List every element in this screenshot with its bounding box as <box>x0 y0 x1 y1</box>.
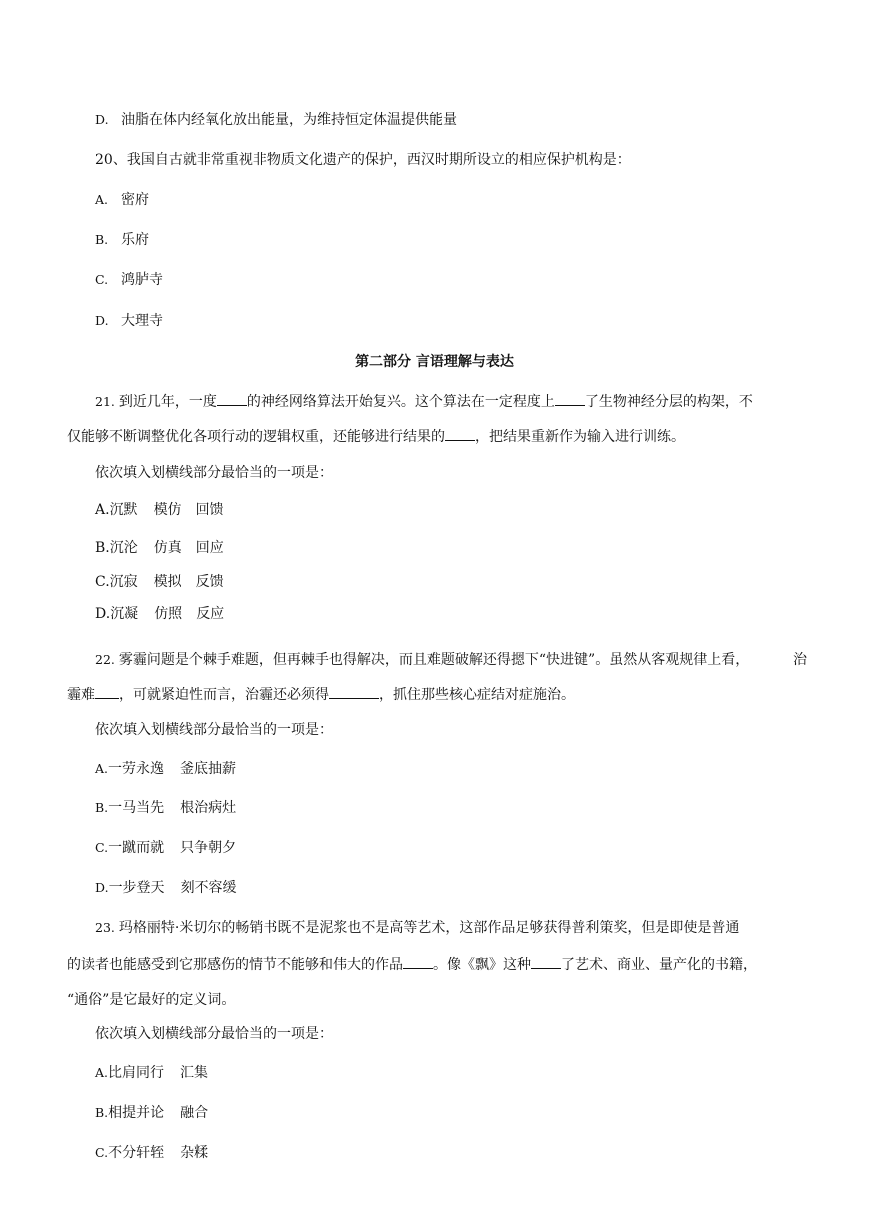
option-letter: D. <box>95 112 109 127</box>
option-word-3: 反应 <box>196 606 225 622</box>
option-word-3: 回应 <box>195 540 224 556</box>
option-word-1: 比肩同行 <box>108 1065 165 1081</box>
q21-blank-3 <box>445 428 475 441</box>
option-word-2: 模仿 <box>153 502 182 518</box>
q23-prompt: 依次填入划横线部分最恰当的一项是： <box>95 1026 333 1042</box>
option-word-3: 反馈 <box>195 574 224 590</box>
q23-stem-line1 <box>95 917 739 937</box>
q21-option-d <box>95 603 224 623</box>
option-letter: D. <box>95 880 109 895</box>
q20-option-c <box>95 269 163 289</box>
q21-option-b <box>95 537 224 557</box>
q23-text-3: 。像《飘》这种 <box>433 957 531 973</box>
q21-stem-line1 <box>95 391 753 411</box>
option-letter: A. <box>95 502 110 518</box>
option-word-2: 汇集 <box>180 1065 209 1081</box>
q21-stem-line2 <box>67 426 685 446</box>
option-text: 大理寺 <box>121 313 163 329</box>
q21-text-1: 到近几年，一度 <box>118 394 217 410</box>
q23-text-1: 玛格丽特·米切尔的畅销书既不是泥浆也不是高等艺术，这部作品足够获得普利策奖，但是即使是普通 <box>118 920 740 936</box>
option-word-2: 融合 <box>180 1105 209 1121</box>
option-letter: A. <box>95 761 109 776</box>
option-letter: A. <box>95 192 109 207</box>
option-word-2: 只争朝夕 <box>180 840 237 856</box>
option-word-1: 沉寂 <box>109 574 138 590</box>
option-word-1: 一劳永逸 <box>108 761 165 777</box>
q22-text-1b: 治 <box>793 652 807 668</box>
option-word-1: 沉沦 <box>109 540 138 556</box>
q22-text-1: 雾霾问题是个棘手难题，但再棘手也得解决，而且难题破解还得摁下“快进键”。虽然从客观规律上看， <box>118 652 750 668</box>
question-number: 22. <box>95 652 115 667</box>
q20-option-b <box>95 229 149 249</box>
option-letter: C. <box>95 840 109 855</box>
q23-text-2: 的读者也能感受到它那感伤的情节不能够和伟大的作品 <box>67 957 403 973</box>
q22-blank-2 <box>329 686 379 699</box>
q21-text-2: 的神经网络算法开始复兴。这个算法在一定程度上 <box>246 394 555 410</box>
q21-option-c <box>95 571 224 591</box>
q21-prompt: 依次填入划横线部分最恰当的一项是： <box>95 465 333 481</box>
q22-text-3: ，可就紧迫性而言，治霾还必须得 <box>119 687 329 703</box>
q20-stem: 20、我国自古就非常重视非物质文化遗产的保护，西汉时期所设立的相应保护机构是： <box>95 152 631 168</box>
option-text: 油脂在体内经氧化放出能量，为维持恒定体温提供能量 <box>121 112 457 128</box>
q21-text-5: ，把结果重新作为输入进行训练。 <box>475 429 685 445</box>
q23-blank-2 <box>531 956 561 969</box>
option-word-2: 模拟 <box>153 574 182 590</box>
option-word-1: 一马当先 <box>108 800 165 816</box>
option-word-2: 仿真 <box>153 540 182 556</box>
option-word-2: 釜底抽薪 <box>180 761 237 777</box>
q19-option-d <box>95 109 457 129</box>
q22-option-c <box>95 837 236 857</box>
option-word-1: 相提并论 <box>108 1105 165 1121</box>
option-letter: B. <box>95 540 110 556</box>
q22-stem-line2 <box>67 684 575 704</box>
q23-text-4: 了艺术、商业、量产化的书籍， <box>561 957 757 973</box>
q23-stem-line2 <box>67 954 757 974</box>
q22-text-2: 霾难 <box>67 687 95 703</box>
q21-text-3: 了生物神经分层的构架，不 <box>584 394 753 410</box>
q21-blank-2 <box>555 393 585 406</box>
q22-stem-line1 <box>95 649 749 669</box>
q22-prompt: 依次填入划横线部分最恰当的一项是： <box>95 722 333 738</box>
option-word-2: 仿照 <box>154 606 183 622</box>
q23-blank-1 <box>403 956 433 969</box>
option-text: 乐府 <box>121 232 149 248</box>
question-number: 23. <box>95 920 115 935</box>
q22-option-a <box>95 758 236 778</box>
option-word-2: 杂糅 <box>180 1145 209 1161</box>
q22-option-b <box>95 797 236 817</box>
q21-text-4: 仅能够不断调整优化各项行动的逻辑权重，还能够进行结果的 <box>67 429 445 445</box>
q21-option-a <box>95 499 224 519</box>
section-title: 第二部分 言语理解与表达 <box>355 354 514 370</box>
q22-text-4: ，抓住那些核心症结对症施治。 <box>379 687 575 703</box>
q22-blank-1 <box>95 686 119 699</box>
option-text: 鸿胪寺 <box>121 272 163 288</box>
option-word-1: 一步登天 <box>108 880 165 896</box>
option-letter: C. <box>95 1145 109 1160</box>
option-word-1: 沉默 <box>109 502 138 518</box>
question-number: 21. <box>95 394 115 409</box>
q21-blank-1 <box>217 393 247 406</box>
q20-option-a <box>95 189 149 209</box>
q23-option-b <box>95 1102 208 1122</box>
option-letter: B. <box>95 1105 109 1120</box>
option-word-2: 刻不容缓 <box>180 880 237 896</box>
option-word-1: 一蹴而就 <box>108 840 165 856</box>
q23-option-c <box>95 1142 208 1162</box>
option-word-2: 根治病灶 <box>180 800 237 816</box>
option-letter: D. <box>95 313 109 328</box>
option-letter: A. <box>95 1065 109 1080</box>
q23-stem-line3: “通俗”是它最好的定义词。 <box>67 992 236 1008</box>
q22-option-d <box>95 877 237 897</box>
option-word-3: 回馈 <box>195 502 224 518</box>
option-text: 密府 <box>121 192 149 208</box>
option-letter: B. <box>95 800 109 815</box>
q20-option-d <box>95 310 163 330</box>
q23-option-a <box>95 1062 208 1082</box>
option-letter: C. <box>95 272 109 287</box>
option-letter: B. <box>95 232 109 247</box>
option-letter: C. <box>95 574 110 590</box>
option-word-1: 沉凝 <box>110 606 139 622</box>
option-word-1: 不分轩轾 <box>108 1145 165 1161</box>
option-letter: D. <box>95 606 111 622</box>
